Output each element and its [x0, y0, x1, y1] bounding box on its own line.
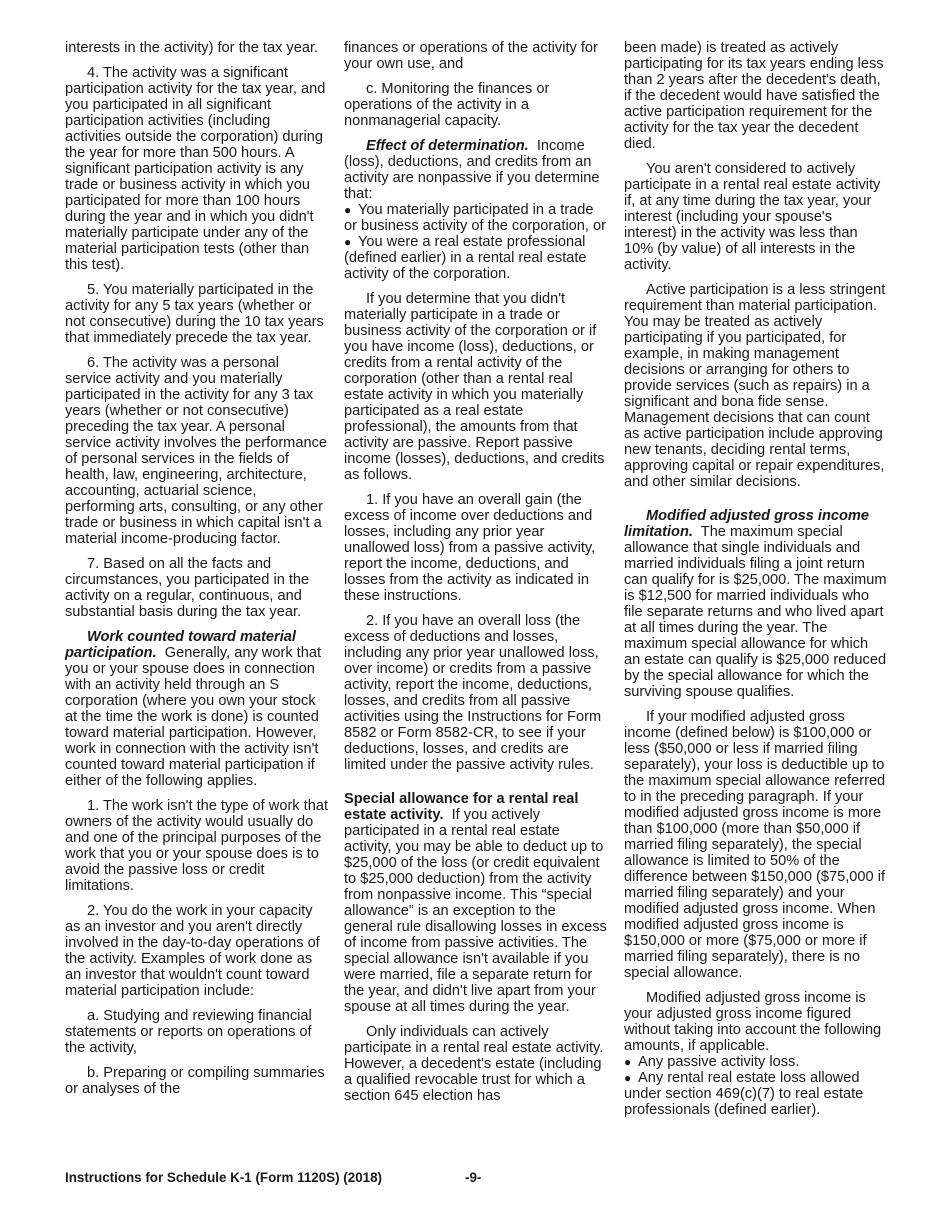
bullet-icon: ●: [624, 1071, 632, 1085]
bullet-icon: ●: [344, 235, 352, 249]
paragraph: a. Studying and reviewing financial statements or reports on operations of the activity,: [65, 1008, 312, 1056]
paragraph: You aren't considered to actively participate in a rental real estate activity if, at any time during the tax year, your interest (including your spouse's interest) in the activity was less than 10% (by value) of all interests in the activity.: [624, 161, 881, 273]
paragraph: 7. Based on all the facts and circumstances, you participated in the activity on a regular, continuous, and substantial basis during the tax year.: [65, 556, 310, 620]
footer-title: Instructions for Schedule K-1 (Form 1120S) (2018): [65, 1170, 382, 1185]
paragraph: 2. You do the work in your capacity as an investor and you aren't directly involved in the day-to-day operations of the activity. Examples of work done as an investor that wouldn't count toward material participation include:: [65, 903, 320, 999]
paragraph: 2. If you have an overall loss (the excess of deductions and losses, including any prior year unallowed loss, over income) or credits from a passive activity, report the income, deductions, losses, and credits from all passive activities using the Instructions for Form 8582 or Form 8582-CR, to see if your deductions, losses, and credits are limited under the passive activity rules.: [344, 613, 602, 773]
paragraph: 1. If you have an overall gain (the excess of income over deductions and losses, including any prior year unallowed loss) from a passive activity, report the income, deductions, and losses from the activity as indicated in these instructions.: [344, 492, 596, 604]
special-allowance-section: [344, 791, 608, 1015]
bullet-item: ● You materially participated in a trade or business activity of the corporation, or: [344, 202, 607, 234]
section-heading: Effect of determination.: [366, 138, 529, 154]
paragraph: 4. The activity was a significant participation activity for the tax year, and you participated in all significant participation activities (including activities outside the corporation) during the year for more than 500 hours. A significant participation activity is any trade or business activity in which you participated for more than 100 hours during the year and in which you didn't materially participate under any of the material participation tests (other than this test).: [65, 65, 326, 273]
paragraph: c. Monitoring the finances or operations of the activity in a nonmanagerial capacity.: [344, 81, 550, 129]
paragraph: b. Preparing or compiling summaries or analyses of the: [65, 1065, 325, 1097]
paragraph: interests in the activity) for the tax year.: [65, 40, 319, 56]
section-heading: Special allowance for a rental real estate activity.: [344, 791, 579, 823]
bullet-item: ● Any rental real estate loss allowed under section 469(c)(7) to real estate professionals (defined earlier).: [624, 1070, 864, 1118]
paragraph: 1. The work isn't the type of work that owners of the activity would usually do and one of the principal purposes of the work that you or your spouse does is to avoid the passive loss or credit limitations.: [65, 798, 328, 894]
bullet-item: ● You were a real estate professional (defined earlier) in a rental real estate activity of the corporation.: [344, 234, 587, 282]
column-middle: [344, 40, 608, 1104]
section-heading: Modified adjusted gross income limitation.: [624, 508, 869, 540]
column-left: [65, 40, 329, 1097]
column-right: [624, 40, 888, 1118]
magi-section: [624, 508, 888, 700]
paragraph: 6. The activity was a personal service activity and you materially participated in the activity for any 3 tax years (whether or not consecutive) preceding the tax year. A personal service activity involves the performance of personal services in the fields of health, law, engineering, architecture, accounting, actuarial science, performing arts, consulting, or any other trade or business in which capital isn't a material income-producing factor.: [65, 355, 327, 547]
paragraph: Active participation is a less stringent requirement than material participation. You may be treated as actively participating if you participated, for example, in making management decisions or arranging for others to provide services (such as repairs) in a significant and bona fide sense. Management decisions that can count as active participation include approving new tenants, deciding rental terms, approving capital or repair expenditures, and other similar decisions.: [624, 282, 886, 490]
section-text: Income (loss), deductions, and credits from an activity are nonpassive if you determine that:: [344, 138, 600, 202]
paragraph: Only individuals can actively participate in a rental real estate activity. However, a decedent's estate (including a qualified revocable trust for which a section 645 election has: [344, 1024, 604, 1104]
bullet-icon: ●: [344, 203, 352, 217]
section-text: The maximum special allowance that single individuals and married individuals filing a joint return can qualify for is $25,000. The maximum is $12,500 for married individuals who file separate returns and who lived apart at all times during the year. The maximum special allowance for which an estate can qualify is $25,000 reduced by the special allowance for which the surviving spouse qualifies.: [624, 524, 887, 700]
work-counted-section: [65, 629, 329, 789]
section-text: If you actively participated in a rental real estate activity, you may be able to deduct up to $25,000 of the loss (or credit equivalent to $25,000 deduction) from the activity from nonpassive income. This “special allowance” is an exception to the general rule disallowing losses in excess of income from passive activities. The special allowance isn't available if you were married, file a separate return for the year, and didn't live apart from your spouse at all times during the year.: [344, 807, 607, 1015]
paragraph: 5. You materially participated in the activity for any 5 tax years (whether or not consecutive) during the 10 tax years that immediately precede the tax year.: [65, 282, 324, 346]
paragraph: finances or operations of the activity for your own use, and: [344, 40, 598, 72]
paragraph: Modified adjusted gross income is your adjusted gross income figured without taking into account the following amounts, if applicable.: [624, 990, 882, 1054]
paragraph: If you determine that you didn't materially participate in a trade or business activity of the corporation or if you have income (loss), deductions, or credits from a rental activity of the corporation (other than a rental real estate activity in which you materially participated as a real estate professional), the amounts from that activity are passive. Report passive income (losses), deductions, and credits as follows.: [344, 291, 605, 483]
page-number: -9-: [465, 1170, 482, 1185]
paragraph: been made) is treated as actively participating for its tax years ending less than 2 years after the decedent's death, if the decedent would have satisfied the active participation requirement for the activity for the tax year the decedent died.: [624, 40, 884, 152]
section-heading: Work counted toward material participation.: [65, 629, 296, 661]
paragraph: If your modified adjusted gross income (defined below) is $100,000 or less ($50,000 or less if married filing separately), your loss is deductible up to the maximum special allowance referred to in the preceding paragraph. If your modified adjusted gross income is more than $100,000 (more than $50,000 if married filing separately), the special allowance is limited to 50% of the difference between $150,000 ($75,000 if married filing separately) and your modified adjusted gross income. When modified adjusted gross income is $150,000 or more ($75,000 or more if married filing separately), there is no special allowance.: [624, 709, 886, 981]
bullet-item: ● Any passive activity loss.: [624, 1054, 800, 1070]
section-text: Generally, any work that you or your spouse does in connection with an activity held through an S corporation (where you own your stock at the time the work is done) is counted toward material participation. However, work in connection with the activity isn't counted toward material participation if either of the following applies.: [65, 645, 322, 789]
effect-section: [344, 138, 608, 202]
bullet-icon: ●: [624, 1055, 632, 1069]
